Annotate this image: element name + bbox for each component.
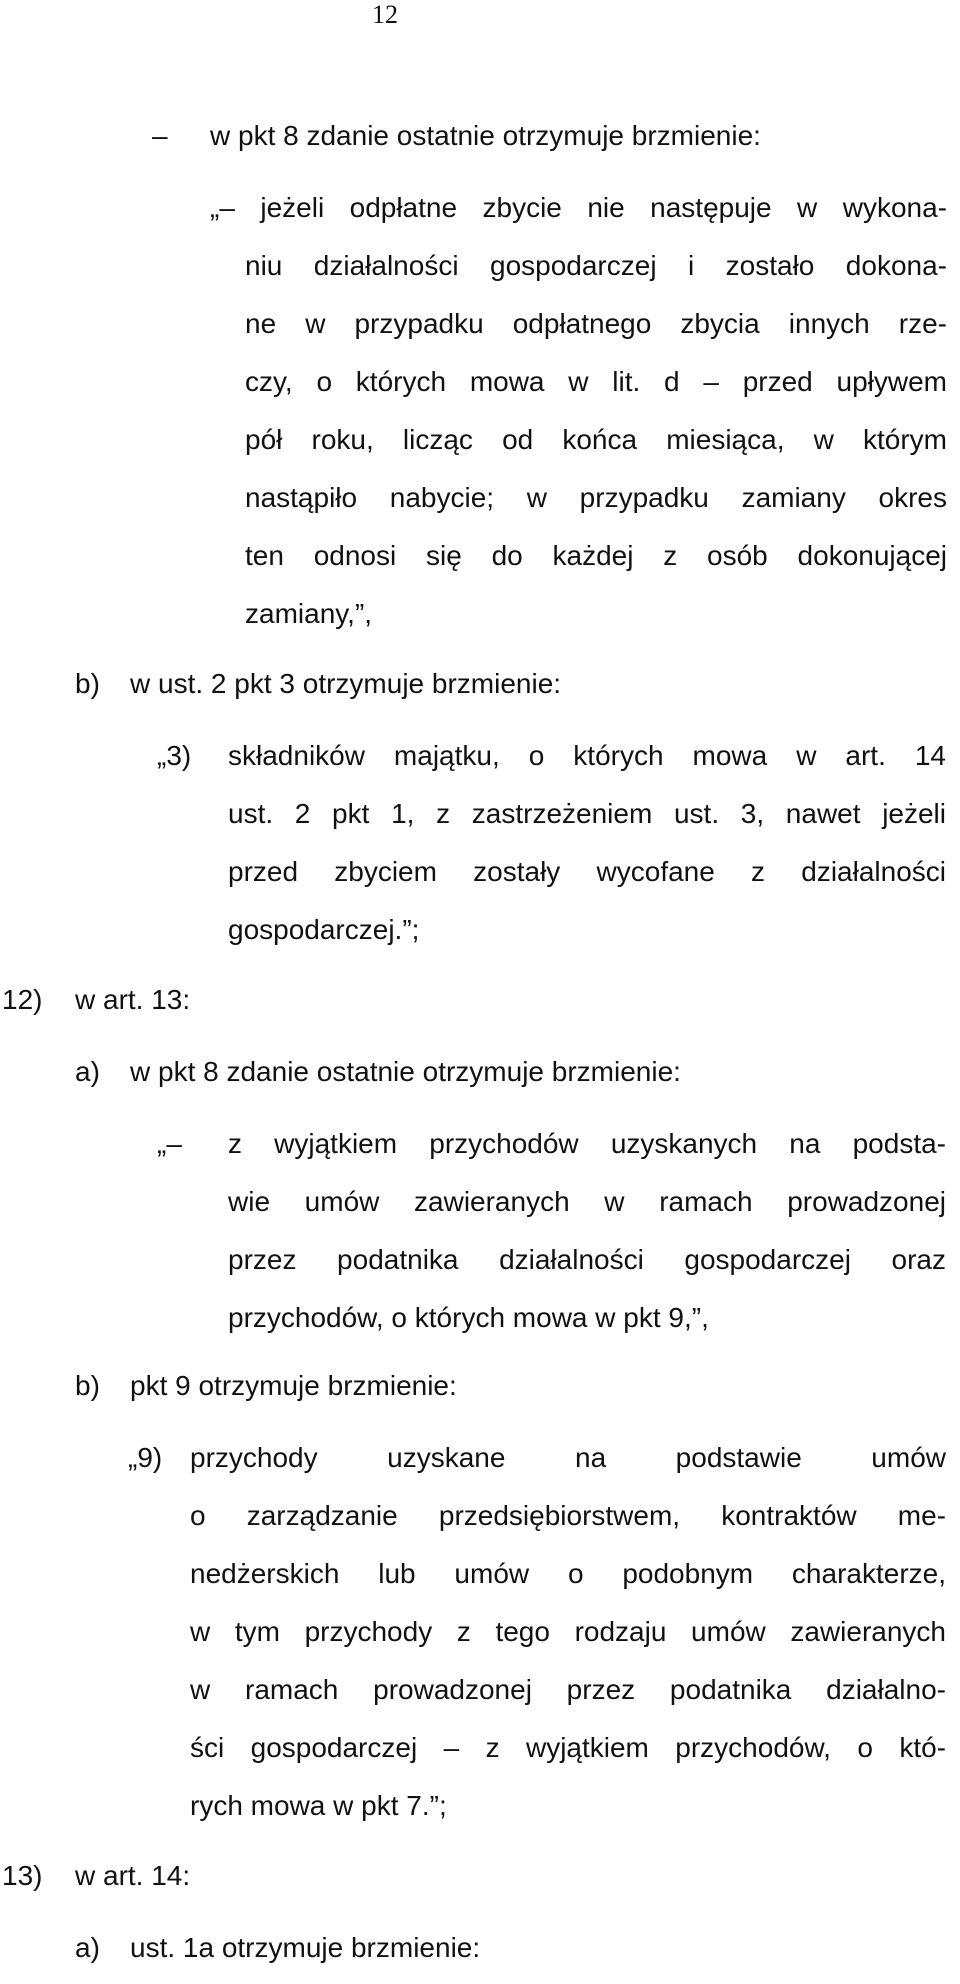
quote-line: gospodarczej.”; [228, 914, 420, 945]
quote-line: ne w przypadku odpłatnego zbycia innych rze- [245, 308, 947, 339]
quote-line: przychodów, o których mowa w pkt 9,”, [228, 1302, 709, 1333]
list-label: a) [75, 1932, 100, 1963]
quote-line: przed zbyciem zostały wycofane z działalności [228, 856, 946, 887]
page-number: 12 [372, 0, 398, 29]
quote-line: „– jeżeli odpłatne zbycie nie następuje w wykona- [210, 192, 947, 223]
quote-line: przychody uzyskane na podstawie umów [190, 1442, 946, 1473]
quote-line: ten odnosi się do każdej z osób dokonującej [245, 540, 947, 571]
list-label: b) [75, 1370, 100, 1401]
quote-line: niu działalności gospodarczej i zostało dokona- [245, 250, 947, 281]
quote-line: ust. 2 pkt 1, z zastrzeżeniem ust. 3, nawet jeżeli [228, 798, 946, 829]
article-ref: w art. 14: [75, 1860, 191, 1891]
quote-marker: „3) [157, 740, 192, 771]
list-dash: – [152, 120, 168, 151]
quote-line: zamiany,”, [245, 598, 373, 629]
amendment-intro: ust. 1a otrzymuje brzmienie: [130, 1932, 481, 1963]
article-ref: w art. 13: [75, 984, 191, 1015]
quote-line: ści gospodarczej – z wyjątkiem przychodów, o któ- [190, 1732, 946, 1763]
quote-marker: „9) [128, 1442, 163, 1473]
quote-line: nedżerskich lub umów o podobnym charakterze, [190, 1558, 946, 1589]
list-number: 13) [2, 1860, 43, 1891]
amendment-intro: w ust. 2 pkt 3 otrzymuje brzmienie: [130, 668, 562, 699]
quote-line: przez podatnika działalności gospodarczej oraz [228, 1244, 946, 1275]
quote-line: nastąpiło nabycie; w przypadku zamiany okres [245, 482, 947, 513]
quote-line: w ramach prowadzonej przez podatnika działalno- [190, 1674, 946, 1705]
amendment-intro: w pkt 8 zdanie ostatnie otrzymuje brzmienie: [130, 1056, 681, 1087]
list-label: a) [75, 1056, 100, 1087]
list-number: 12) [2, 984, 43, 1015]
quote-line: o zarządzanie przedsiębiorstwem, kontraktów me- [190, 1500, 946, 1531]
quote-line: w tym przychody z tego rodzaju umów zawieranych [190, 1616, 946, 1647]
quote-line: pół roku, licząc od końca miesiąca, w którym [245, 424, 947, 455]
quote-line: czy, o których mowa w lit. d – przed upływem [245, 366, 947, 397]
amendment-intro: pkt 9 otrzymuje brzmienie: [130, 1370, 457, 1401]
quote-line: rych mowa w pkt 7.”; [190, 1790, 447, 1821]
quote-line: składników majątku, o których mowa w art. 14 [228, 740, 946, 771]
quote-marker: „– [157, 1128, 182, 1159]
list-label: b) [75, 668, 100, 699]
quote-line: wie umów zawieranych w ramach prowadzonej [228, 1186, 946, 1217]
quote-line: z wyjątkiem przychodów uzyskanych na podsta- [228, 1128, 946, 1159]
amendment-intro: w pkt 8 zdanie ostatnie otrzymuje brzmienie: [210, 120, 761, 151]
